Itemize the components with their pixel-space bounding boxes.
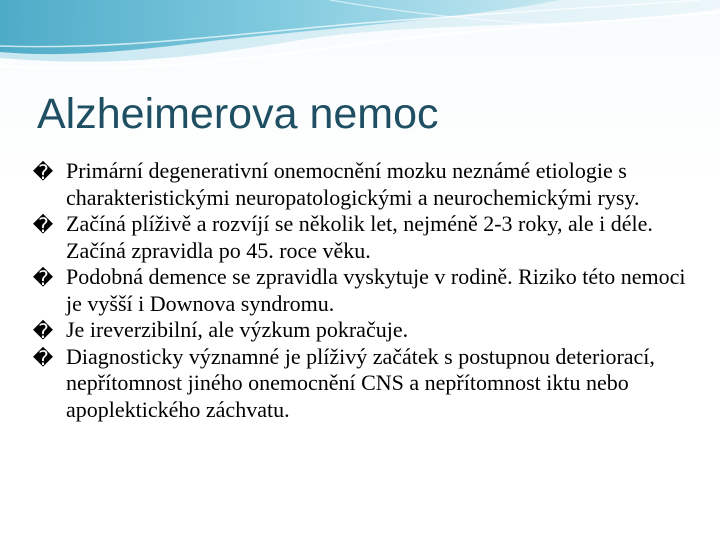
bullet-text: Začíná plíživě a rozvíjí se několik let, nejméně 2-3 roky, ale i déle. Začíná zpravidla po 45. roce věku. [66, 211, 653, 263]
bullet-item [30, 264, 700, 317]
missing-glyph-bullet-icon: � [32, 160, 54, 184]
bullet-item [30, 344, 700, 424]
decorative-wave-header [0, 0, 720, 80]
missing-glyph-bullet-icon: � [32, 266, 54, 290]
missing-glyph-bullet-icon: � [32, 319, 54, 343]
bullet-text: Primární degenerativní onemocnění mozku neznámé etiologie s charakteristickými neuropatologickými a neurochemickými rysy. [66, 158, 640, 210]
slide-title: Alzheimerova nemoc [37, 90, 439, 138]
bullet-item [30, 158, 700, 211]
bullet-text: Diagnosticky významné je plíživý začátek s postupnou deteriorací, nepřítomnost jiného onemocnění CNS a nepřítomnost iktu nebo apoplektického záchvatu. [66, 343, 655, 422]
missing-glyph-bullet-icon: � [32, 345, 54, 370]
bullet-text: Je ireverzibilní, ale výzkum pokračuje. [66, 317, 409, 342]
bullet-list [30, 158, 700, 423]
bullet-item [30, 211, 700, 264]
bullet-item [30, 317, 700, 344]
bullet-text: Podobná demence se zpravidla vyskytuje v rodině. Riziko této nemoci je vyšší i Downova syndromu. [66, 264, 686, 316]
missing-glyph-bullet-icon: � [32, 213, 54, 237]
